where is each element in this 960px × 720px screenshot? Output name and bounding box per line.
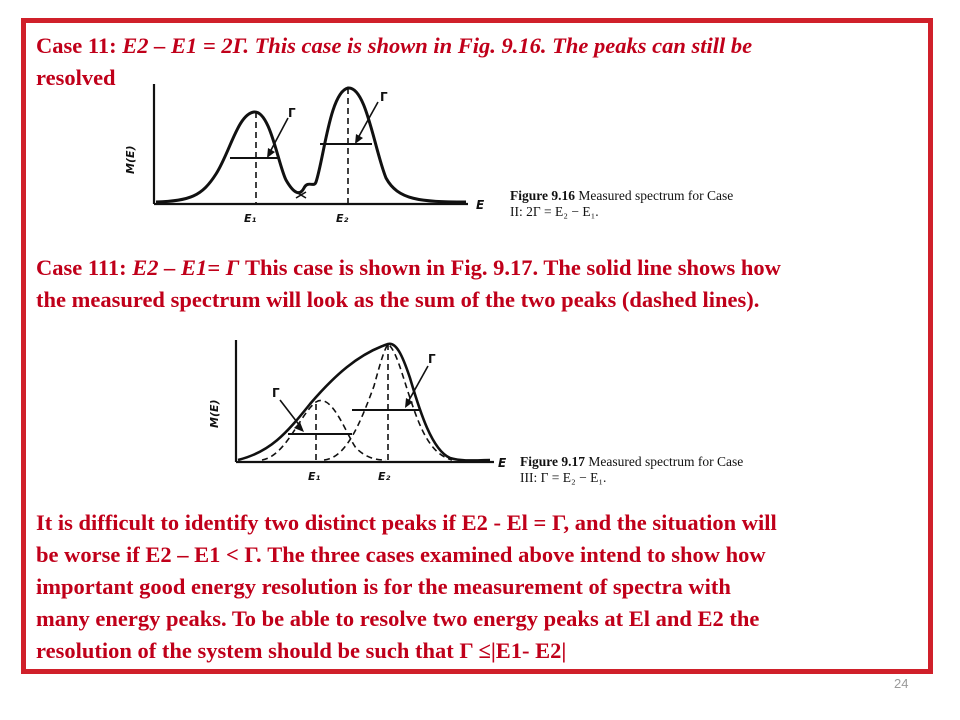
fig917-x-label: E [498,456,507,470]
fig916-caption-line2: II: 2Γ = E₂ − E₁. [510,204,599,219]
case2-prefix: Case 11: [36,33,123,58]
case3-prefix: Case 111: [36,255,133,280]
fig917-caption-text: Measured spectrum for Case [585,454,744,469]
conclusion-line-3: important good energy resolution is for the measurement of spectra with [36,574,731,599]
fig916-caption-bold: Figure 9.16 [510,188,575,203]
fig916-x-label: E [476,198,485,212]
case3-line1 [36,253,781,283]
fig916-caption [510,188,733,220]
fig917-gamma-2: Γ [428,352,436,366]
fig916-y-label: M(E) [124,145,137,174]
case2-line1 [36,31,752,61]
fig917-caption-bold: Figure 9.17 [520,454,585,469]
figure-9-16 [120,78,820,238]
conclusion-line-2: be worse if E2 – E1 < Γ. The three cases examined above intend to show how [36,542,766,567]
fig916-caption-text: Measured spectrum for Case [575,188,734,203]
conclusion-line-5: resolution of the system should be such that Γ ≤|E1- E2| [36,638,567,663]
fig916-tick-e2: E₂ [336,212,349,225]
fig917-tick-e2: E₂ [378,470,391,483]
figure-9-17 [206,334,766,494]
fig917-caption-line1 [520,454,743,470]
case3-formula: E2 – E1= Γ [132,255,240,280]
conclusion-line-1: It is difficult to identify two distinct peaks if E2 - El = Γ, and the situation will [36,510,777,535]
case2-line2: resolved [36,65,116,90]
fig917-gamma-1: Γ [272,386,280,400]
fig916-gamma-2: Γ [380,90,388,104]
fig917-caption-line2: III: Γ = E₂ − E₁. [520,470,607,485]
case3-line2: the measured spectrum will look as the sum of the two peaks (dashed lines). [36,287,760,312]
case3-rest: This case is shown in Fig. 9.17. The solid line shows how [239,255,781,280]
fig916-gamma-1: Γ [288,106,296,120]
fig916-caption-line1 [510,188,733,204]
conclusion-line-4: many energy peaks. To be able to resolve two energy peaks at El and E2 the [36,606,760,631]
case2-rest: . This case is shown in Fig. 9.16. The peaks can still be [243,33,753,58]
case2-formula: E2 – E1 = 2Γ [122,33,244,58]
fig917-y-label: M(E) [208,399,221,428]
fig917-caption [520,454,743,486]
fig917-tick-e1: E₁ [308,470,321,483]
fig916-tick-e1: E₁ [244,212,257,225]
page-number: 24 [894,676,909,691]
